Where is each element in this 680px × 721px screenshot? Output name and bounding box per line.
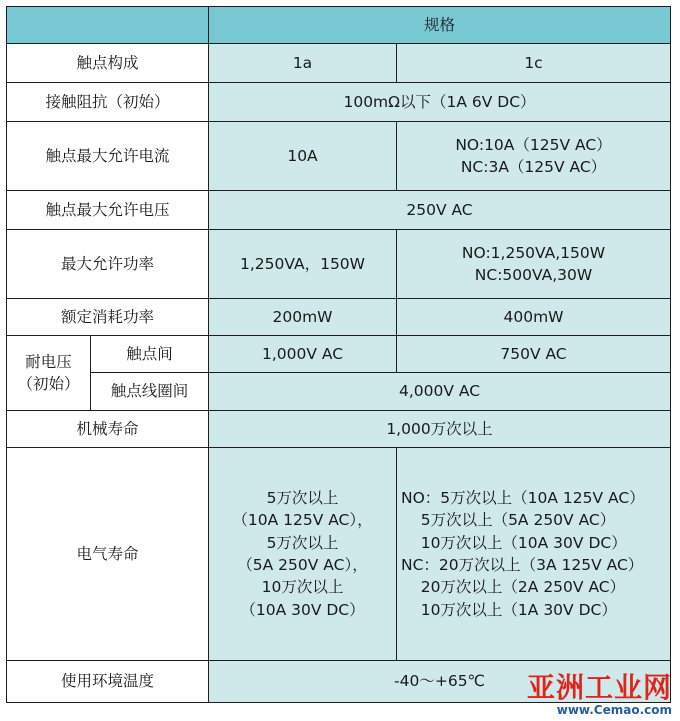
label-max-current: 触点最大允许电流: [7, 122, 209, 191]
value-rated-power-1a: 200mW: [209, 299, 397, 336]
value-max-voltage: 250V AC: [209, 191, 671, 230]
elec-life-c-line: NC：20万次以上（3A 125V AC）: [401, 556, 644, 574]
value-mech-life: 1,000万次以上: [209, 411, 671, 448]
elec-life-c-line: 10万次以上（10A 30V DC）: [401, 533, 627, 552]
elec-life-a-line: 10万次以上: [261, 578, 344, 597]
value-between-contacts-1c: 750V AC: [397, 336, 671, 373]
header-spec: 规格: [209, 7, 671, 44]
max-power-nc: NC:500VA,30W: [474, 266, 593, 284]
label-max-power: 最大允许功率: [7, 230, 209, 299]
elec-life-a-line: 5万次以上: [266, 488, 339, 507]
value-max-current-1c: [397, 122, 671, 191]
elec-life-c-line: 20万次以上（2A 250V AC）: [401, 578, 626, 597]
max-current-nc: NC:3A（125V AC）: [460, 158, 607, 176]
label-rated-power: 额定消耗功率: [7, 299, 209, 336]
label-mech-life: 机械寿命: [7, 411, 209, 448]
dielectric-line-2: （初始）: [17, 375, 80, 393]
elec-life-c-line: 5万次以上（5A 250V AC）: [401, 511, 616, 530]
label-contact-resistance: 接触阻抗（初始）: [7, 83, 209, 122]
elec-life-c-line: NO：5万次以上（10A 125V AC）: [401, 488, 645, 507]
elec-life-a-line: （10A 125V AC），: [232, 511, 373, 530]
value-rated-power-1c: 400mW: [397, 299, 671, 336]
watermark-url: www.Cemao.com: [556, 703, 672, 717]
value-max-power-1c: [397, 230, 671, 299]
value-contact-coil: 4,000V AC: [209, 373, 671, 411]
label-contact-form: 触点构成: [7, 44, 209, 83]
elec-life-a-line: （5A 250V AC），: [237, 556, 368, 574]
header-blank-cell: [7, 7, 209, 44]
value-ambient-temp: -40～+65℃: [209, 661, 671, 703]
label-between-contacts: 触点间: [91, 336, 209, 373]
elec-life-a-line: 5万次以上: [266, 533, 339, 552]
label-dielectric: [7, 336, 91, 411]
value-contact-form-1c: 1c: [397, 44, 671, 83]
value-max-power-1a: 1,250VA，150W: [209, 230, 397, 299]
label-contact-coil: 触点线圈间: [91, 373, 209, 411]
value-contact-form-1a: 1a: [209, 44, 397, 83]
value-max-current-1a: 10A: [209, 122, 397, 191]
elec-life-a-line: （10A 30V DC）: [240, 600, 365, 619]
value-elec-life-1a: [209, 448, 397, 661]
watermark: [527, 673, 672, 717]
watermark-logo: 亚洲工业网: [526, 671, 672, 704]
max-power-no: NO:1,250VA,150W: [461, 243, 606, 262]
elec-life-c-line: 10万次以上（1A 30V DC）: [401, 600, 617, 619]
value-elec-life-1c: [397, 448, 671, 661]
dielectric-line-1: 耐电压: [25, 352, 72, 371]
elec-life-c-block: [401, 487, 645, 622]
value-contact-resistance: 100mΩ以下（1A 6V DC）: [209, 83, 671, 122]
label-elec-life: 电气寿命: [7, 448, 209, 661]
spec-table: [6, 6, 671, 703]
label-ambient-temp: 使用环境温度: [7, 661, 209, 703]
label-max-voltage: 触点最大允许电压: [7, 191, 209, 230]
max-current-no: NO:10A（125V AC）: [455, 135, 612, 154]
value-between-contacts-1a: 1,000V AC: [209, 336, 397, 373]
